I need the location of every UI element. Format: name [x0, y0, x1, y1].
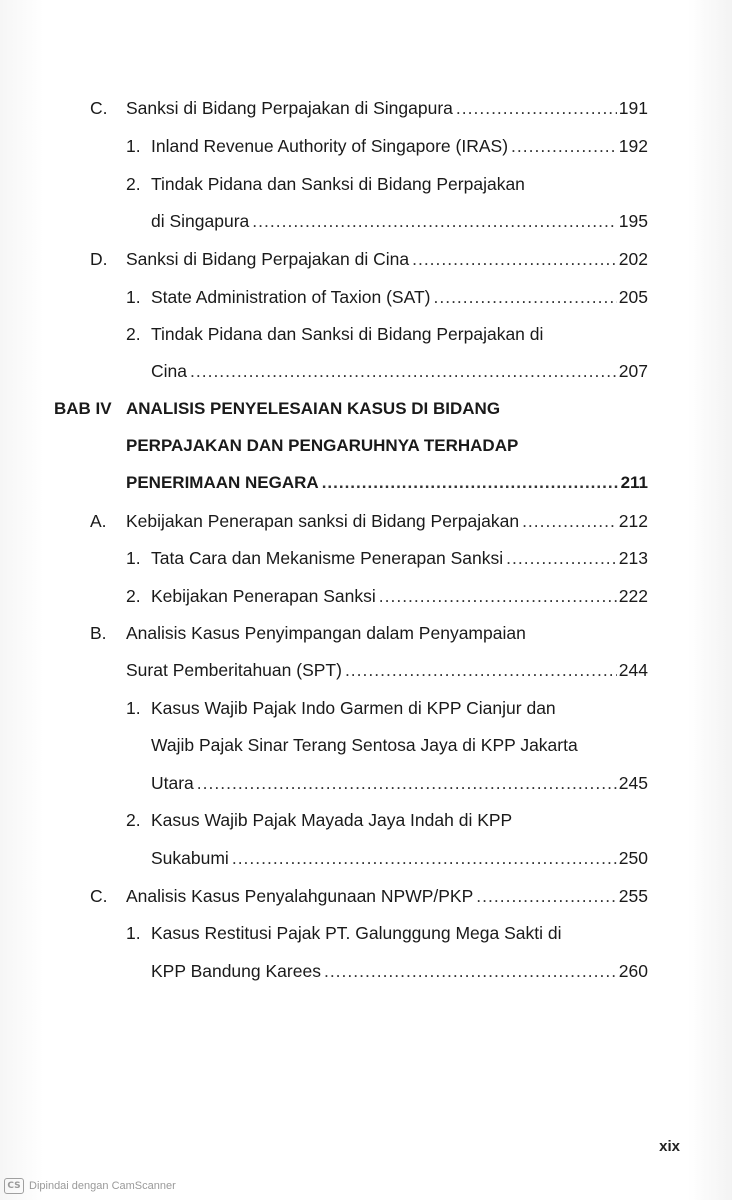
toc-entry: [90, 97, 648, 119]
scanner-watermark: [4, 1178, 176, 1194]
dot-leader: [433, 286, 616, 308]
toc-entry: [151, 847, 648, 869]
dot-leader: [345, 659, 617, 681]
dot-leader: [252, 210, 617, 232]
toc-entry-title: KPP Bandung Karees: [151, 961, 321, 981]
toc-entry-page: 191: [618, 98, 648, 118]
toc-entry: [126, 173, 525, 195]
page-number: xix: [659, 1138, 680, 1155]
toc-entry: [90, 510, 648, 532]
dot-leader: [190, 360, 617, 382]
toc-entry-title: Analisis Kasus Penyalahgunaan NPWP/PKP: [126, 886, 474, 906]
camscanner-logo-icon: CS: [4, 1178, 24, 1194]
toc-entry: [126, 472, 648, 494]
toc-entry-label: C.: [90, 98, 108, 118]
toc-entry-label: 1.: [126, 923, 141, 943]
toc-entry-page: 205: [618, 287, 648, 307]
toc-entry-title: Kasus Wajib Pajak Mayada Jaya Indah di KPP: [151, 810, 513, 830]
toc-entry-label: C.: [90, 886, 108, 906]
toc-entry-label: BAB IV: [54, 399, 112, 418]
dot-leader: [456, 97, 617, 119]
toc-entry-page: 245: [618, 773, 648, 793]
toc-entry-title: Wajib Pajak Sinar Terang Sentosa Jaya di KPP Jakarta: [151, 735, 578, 755]
toc-entry: [126, 135, 648, 157]
toc-entry-title: di Singapura: [151, 211, 250, 231]
dot-leader: [476, 885, 617, 907]
toc-entry-page: 195: [618, 211, 648, 231]
toc-entry-title: ANALISIS PENYELESAIAN KASUS DI BIDANG: [126, 399, 501, 418]
toc-entry-title: Utara: [151, 773, 194, 793]
dot-leader: [506, 547, 617, 569]
toc-entry-label: 1.: [126, 287, 141, 307]
toc-entry-label: 2.: [126, 324, 141, 344]
toc-entry-title: Analisis Kasus Penyimpangan dalam Penyampaian: [126, 623, 526, 643]
toc-entry-title: Sanksi di Bidang Perpajakan di Singapura: [126, 98, 453, 118]
toc-entry: [126, 809, 513, 831]
toc-entry-title: Kebijakan Penerapan sanksi di Bidang Perpajakan: [126, 511, 520, 531]
toc-entry: [126, 547, 648, 569]
toc-entry-page: 260: [618, 961, 648, 981]
toc-entry-page: 255: [618, 886, 648, 906]
toc-entry-page: 207: [618, 361, 648, 381]
toc-entry-page: 211: [620, 473, 648, 492]
toc-entry-title: Kebijakan Penerapan Sanksi: [151, 586, 376, 606]
toc-entry: [90, 885, 648, 907]
toc-entry-label: 2.: [126, 586, 141, 606]
toc-entry: [126, 585, 648, 607]
dot-leader: [511, 135, 617, 157]
toc-entry: [90, 248, 648, 270]
toc-entry-title: PERPAJAKAN DAN PENGARUHNYA TERHADAP: [126, 436, 519, 455]
toc-entry-title: Tindak Pidana dan Sanksi di Bidang Perpajakan: [151, 174, 525, 194]
toc-entry-title: State Administration of Taxion (SAT): [151, 287, 431, 307]
toc-entry-title: Sanksi di Bidang Perpajakan di Cina: [126, 249, 410, 269]
dot-leader: [379, 585, 617, 607]
toc-entry-label: 2.: [126, 174, 141, 194]
toc-entry-title: PENERIMAAN NEGARA: [126, 473, 319, 492]
toc-entry: [151, 960, 648, 982]
toc-entry: [126, 922, 562, 944]
toc-entry-label: D.: [90, 249, 108, 269]
dot-leader: [232, 847, 617, 869]
toc-entry-title: Sukabumi: [151, 848, 229, 868]
toc-entry-page: 202: [618, 249, 648, 269]
toc-entry: [126, 697, 556, 719]
toc-entry: [151, 210, 648, 232]
toc-entry-title: Tata Cara dan Mekanisme Penerapan Sanksi: [151, 548, 504, 568]
toc-entry-title: Cina: [151, 361, 187, 381]
toc-entry: [151, 360, 648, 382]
dot-leader: [322, 472, 619, 494]
toc-entry-title: Kasus Restitusi Pajak PT. Galunggung Mega Sakti di: [151, 923, 562, 943]
dot-leader: [197, 772, 617, 794]
toc-entry: [126, 286, 648, 308]
toc-entry-page: 250: [618, 848, 648, 868]
watermark-text: Dipindai dengan CamScanner: [29, 1180, 176, 1192]
dot-leader: [324, 960, 617, 982]
toc-entry-label: 1.: [126, 548, 141, 568]
toc-entry-label: B.: [90, 623, 107, 643]
toc-entry-label: A.: [90, 511, 107, 531]
toc-entry-page: 212: [618, 511, 648, 531]
toc-entry: [126, 659, 648, 681]
toc-entry-page: 244: [618, 660, 648, 680]
toc-entry-label: 2.: [126, 810, 141, 830]
dot-leader: [522, 510, 617, 532]
toc-entry-title: Inland Revenue Authority of Singapore (IRAS): [151, 136, 509, 156]
dot-leader: [412, 248, 617, 270]
toc-entry-page: 222: [618, 586, 648, 606]
toc-entry: [126, 323, 544, 345]
toc-entry-title: Tindak Pidana dan Sanksi di Bidang Perpajakan di: [151, 324, 544, 344]
toc-entry-label: 1.: [126, 136, 141, 156]
toc-entry-page: 213: [618, 548, 648, 568]
toc-entry-title: Kasus Wajib Pajak Indo Garmen di KPP Cianjur dan: [151, 698, 556, 718]
toc-entry: [151, 772, 648, 794]
toc-entry: [151, 734, 578, 756]
toc-entry: [90, 622, 526, 644]
toc-entry: [126, 435, 518, 457]
toc-entry-page: 192: [618, 136, 648, 156]
toc-entry-title: Surat Pemberitahuan (SPT): [126, 660, 342, 680]
toc-entry: [54, 398, 501, 420]
toc-entry-label: 1.: [126, 698, 141, 718]
